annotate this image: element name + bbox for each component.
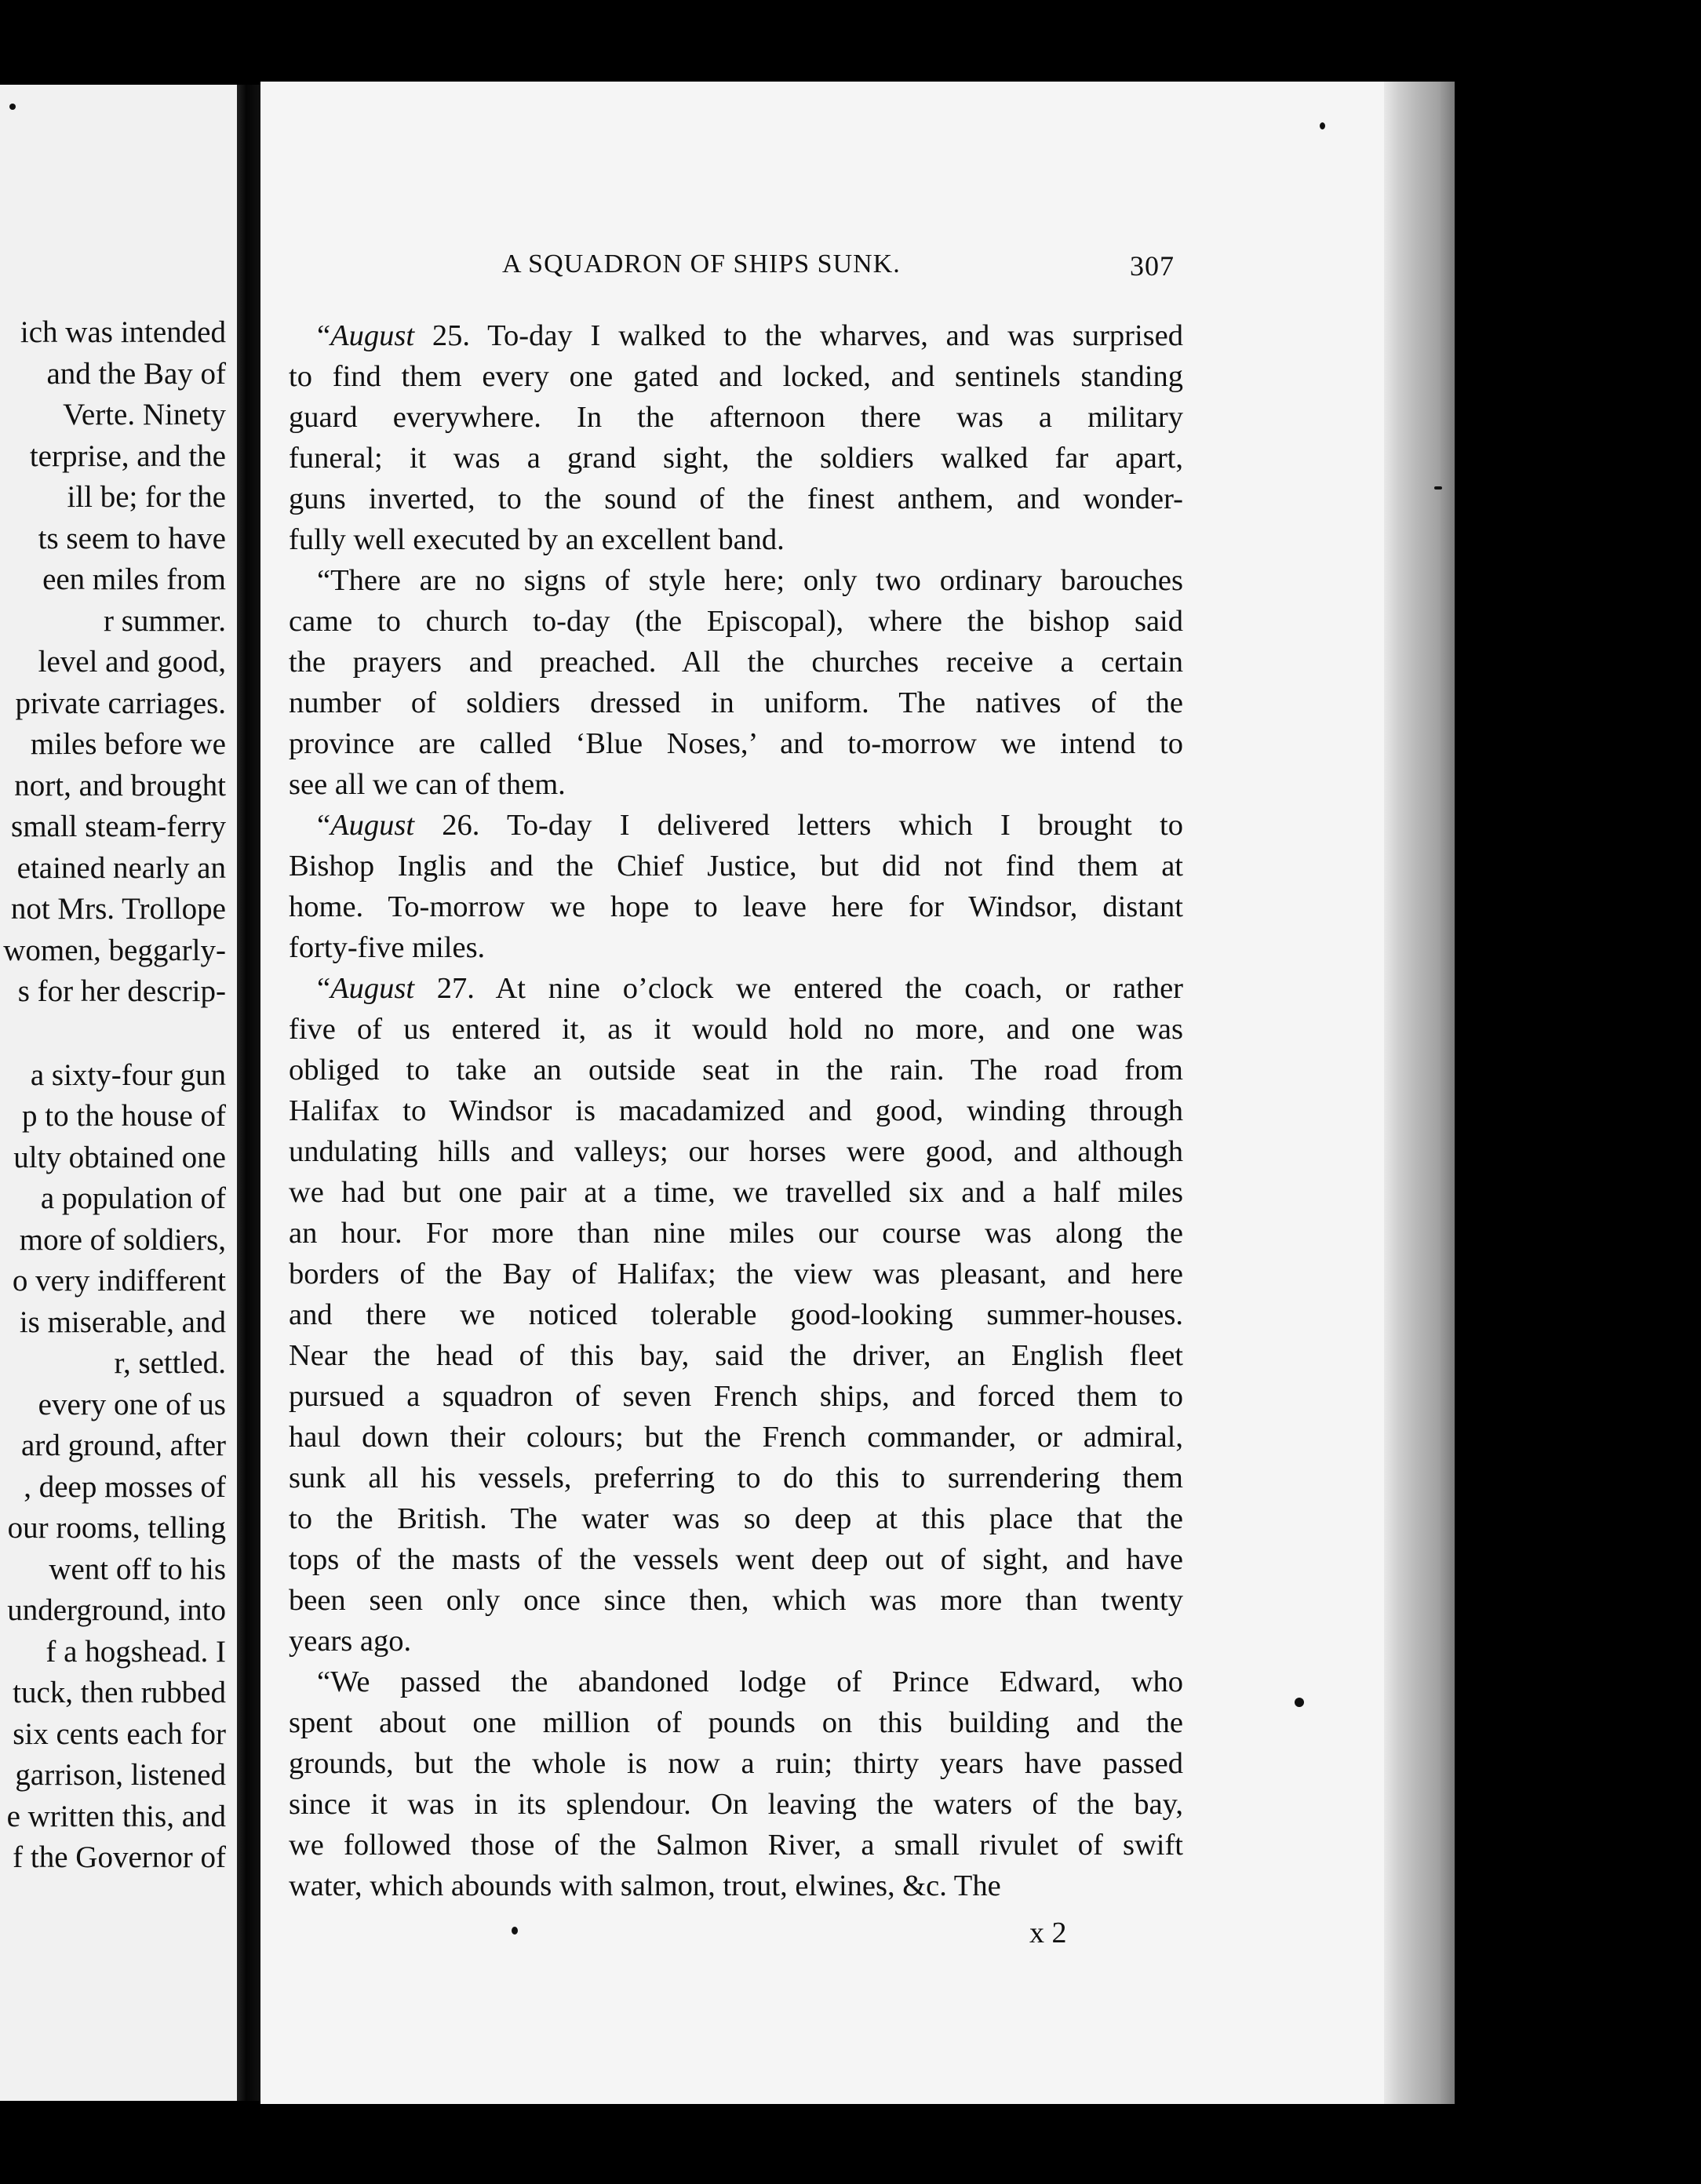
text-line [289,968,1183,1009]
running-head-title: A SQUADRON OF SHIPS SUNK. [502,249,901,278]
left-page-line: e written this, and [6,1799,226,1833]
text-line: years ago. [289,1625,412,1658]
text-line: we followed those of the Salmon River, a small rivulet of swift [289,1829,1183,1862]
left-page-line: underground, into [7,1593,226,1627]
text-line: haul down their colours; but the French commander, or admiral, [289,1421,1183,1454]
left-page-line: p to the house of [22,1099,226,1133]
left-page-line: is miserable, and [19,1305,226,1339]
text-line: province are called ‘Blue Noses,’ and to-morrow we intend to [289,727,1183,760]
quote-mark: “ [317,809,331,842]
line-rest: 25. To-day I walked to the wharves, and was surprised [414,319,1183,352]
left-page-line: small steam-ferry [11,810,226,843]
text-line: Halifax to Windsor is macadamized and good, winding through [289,1094,1183,1127]
text-line: we had but one pair at a time, we travelled six and a half miles [289,1176,1183,1209]
left-page-line: a sixty-four gun [30,1057,226,1092]
left-page-line: Verte. Ninety [63,398,226,431]
text-line: Bishop Inglis and the Chief Justice, but did not find them at [289,850,1183,883]
body-text [289,315,1183,1906]
left-page-line: r summer. [104,603,226,638]
left-page-line: our rooms, telling [7,1511,226,1545]
date-label: August [330,319,415,352]
text-line: and there we noticed tolerable good-looking summer-houses. [289,1298,1183,1331]
text-line: since it was in its splendour. On leaving the waters of the bay, [289,1788,1183,1821]
text-line: water, which abounds with salmon, trout, elwines, &c. The [289,1869,1001,1902]
paragraph [289,315,1183,560]
text-line: an hour. For more than nine miles our course was along the [289,1217,1183,1250]
text-line: “There are no signs of style here; only two ordinary barouches [317,564,1183,597]
text-line: pursued a squadron of seven French ships, and forced them to [289,1380,1183,1413]
left-page-line: o very indifferent [12,1264,226,1298]
left-page-line: ts seem to have [38,521,226,555]
left-page-line: een miles from [42,562,226,596]
left-page-line: garrison, listened [15,1758,226,1792]
text-line: funeral; it was a grand sight, the soldiers walked far apart, [289,442,1183,475]
text-line: guns inverted, to the sound of the finest anthem, and wonder- [289,482,1183,515]
quote-mark: “ [317,319,331,352]
left-page-text [0,312,226,1879]
text-line: undulating hills and valleys; our horses were good, and although [289,1135,1183,1168]
text-line: forty-five miles. [289,931,486,964]
text-line [289,805,1183,846]
page-edges [1384,82,1455,2104]
left-page-line: level and good, [38,645,226,679]
text-line: home. To-morrow we hope to leave here for Windsor, distant [289,890,1183,923]
left-page-line: went off to his [49,1552,226,1586]
left-page-line: not Mrs. Trollope [10,892,226,926]
left-page-line: ulty obtained one [13,1140,226,1174]
left-page-line: a population of [40,1181,226,1215]
left-page-line: tuck, then rubbed [13,1676,226,1709]
left-page-line: miles before we [30,727,226,761]
left-page-line: six cents each for [13,1716,226,1751]
text-line: to find them every one gated and locked, and sentinels standing [289,360,1183,393]
text-line: been seen only once since then, which was more than twenty [289,1584,1183,1617]
left-page-line: more of soldiers, [19,1222,226,1257]
text-line: tops of the masts of the vessels went deep out of sight, and have [289,1543,1183,1576]
paragraph [289,560,1183,805]
text-line: to the British. The water was so deep at this place that the [289,1502,1183,1535]
text-line: number of soldiers dressed in uniform. The natives of the [289,686,1183,719]
running-head [502,249,1177,286]
left-page-line: ill be; for the [67,480,226,514]
line-rest: 27. At nine o’clock we entered the coach, or rather [414,972,1183,1005]
left-page [0,85,237,2101]
text-line: fully well executed by an excellent band. [289,523,785,556]
text-line: spent about one million of pounds on this building and the [289,1706,1183,1739]
left-page-line: f a hogshead. I [46,1634,226,1669]
left-page-line: ich was intended [20,315,226,349]
book-gutter [237,85,260,2101]
quote-mark: “ [317,972,331,1005]
text-line: see all we can of them. [289,768,566,801]
left-page-line [0,1013,226,1055]
text-line [289,315,1183,356]
text-line: came to church to-day (the Episcopal), where the bishop said [289,605,1183,638]
text-line: borders of the Bay of Halifax; the view was pleasant, and here [289,1258,1183,1290]
date-label: August [330,809,415,842]
text-line: the prayers and preached. All the churches receive a certain [289,646,1183,679]
left-page-line: private carriages. [15,686,226,720]
left-page-line: s for her descrip- [17,974,226,1008]
left-page-line: every one of us [38,1387,226,1421]
left-page-line: and the Bay of [46,356,226,391]
signature-mark: x 2 [1029,1916,1067,1949]
text-line: guard everywhere. In the afternoon there was a military [289,401,1183,434]
text-line: sunk all his vessels, preferring to do this to surrendering them [289,1461,1183,1494]
left-page-line: r, settled. [114,1346,226,1380]
page-number: 307 [1130,250,1175,282]
left-page-line: ard ground, after [21,1429,226,1462]
text-line: “We passed the abandoned lodge of Prince Edward, who [317,1665,1183,1698]
paragraph [289,968,1183,1662]
text-line: obliged to take an outside seat in the rain. The road from [289,1054,1183,1087]
left-page-line: etained nearly an [16,850,226,885]
line-rest: 26. To-day I delivered letters which I brought to [414,809,1183,842]
paragraph [289,1662,1183,1906]
left-page-line: nort, and brought [14,768,226,803]
left-page-line: , deep mosses of [24,1469,226,1504]
date-label: August [330,972,415,1005]
text-line: grounds, but the whole is now a ruin; thirty years have passed [289,1747,1183,1780]
text-line: Near the head of this bay, said the driver, an English fleet [289,1339,1183,1372]
text-line: five of us entered it, as it would hold no more, and one was [289,1013,1183,1046]
left-page-line: women, beggarly- [3,933,226,967]
left-page-line: f the Governor of [13,1840,226,1874]
paragraph [289,805,1183,968]
left-page-line: terprise, and the [29,439,226,473]
